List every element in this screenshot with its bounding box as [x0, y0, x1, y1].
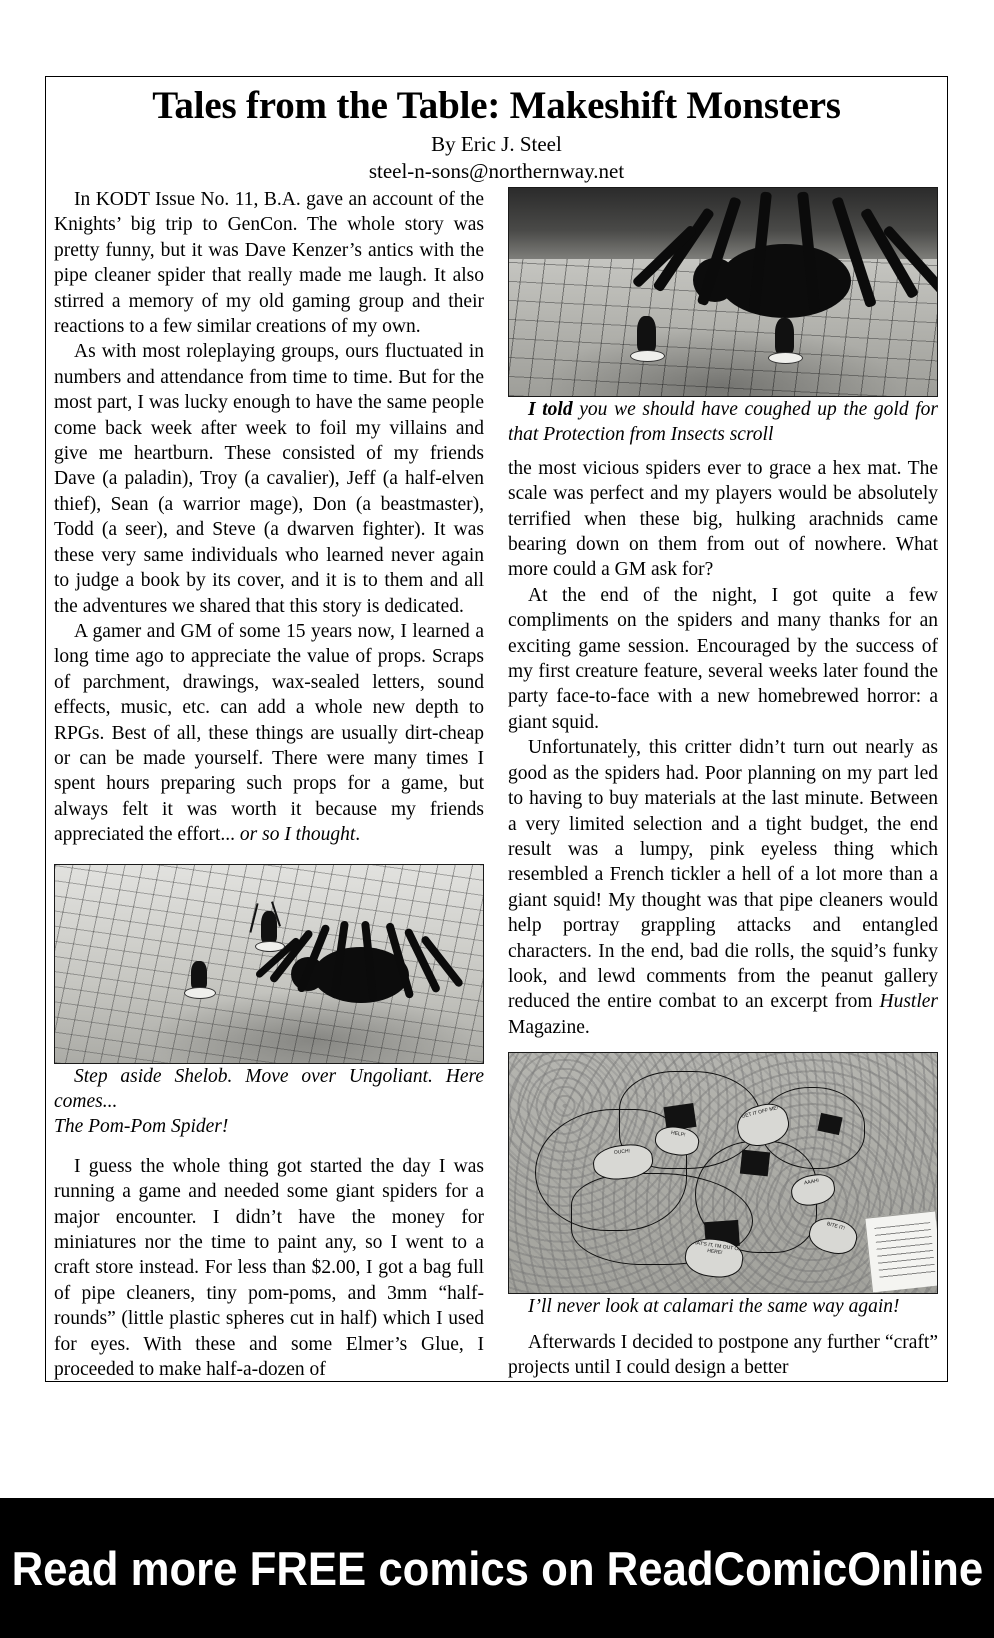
speech-note: AAAH!	[789, 1172, 838, 1209]
paragraph-text-tail: .	[355, 824, 361, 846]
author-email: steel-n-sons@northernway.net	[368, 159, 625, 183]
paragraph: Afterwards I decided to postpone any further “craft” projects until I could design a better	[508, 1331, 938, 1378]
speech-note: THAT'S IT, I'M OUT OF HERE!	[683, 1235, 746, 1281]
paragraph: In KODT Issue No. 11, B.A. gave an account of the Knights’ big trip to GenCon. The whole story was pretty funny, but it was Dave Kenzer’s antics with the pipe cleaner spider that really made me laugh. It also stirred a memory of my old gaming group and their reactions to a few similar creations of my own.	[54, 189, 484, 338]
banner-label: Read more FREE comics on ReadComicOnline	[11, 1541, 983, 1595]
figure-caption	[54, 1064, 484, 1140]
masthead	[46, 77, 947, 185]
pom-pom-spider-photo	[54, 864, 484, 1064]
paragraph: As with most roleplaying groups, ours fluctuated in numbers and attendance from time to time. But for the most part, I was lucky enough to have the same people come back week after week to foil my villains and give me heartburn. These consisted of my friends Dave (a paladin), Troy (a cavalier), Jeff (a half-elven thief), Sean (a warrior mage), Don (a beastmaster), Todd (a seer), and Steve (a dwarven fighter). It was these very same individuals who learned never again to judge a book by its cover, and it is to them and all the adventures we shared that this story is dedicated.	[54, 341, 484, 617]
paragraph-text: Unfortunately, this critter didn’t turn out nearly as good as the spiders had. Poor planning on my part led to having to buy materials at the last minute. Between a very limited selection and a tight budget, the end result was a lumpy, pink eyeless thing which resembled a French tickler a hell of a lot more than a giant squid! My thought was that pipe cleaners would help portray grappling attacks and entangled characters. In the end, bad die rolls, the squid’s funky look, and lewd comments from the peanut gallery reduced the entire combat to an excerpt from	[508, 737, 938, 1013]
paragraph: I guess the whole thing got started the day I was running a game and needed some giant spiders for a major encounter. I didn’t have the money for miniatures nor the time to paint any, so I went to a craft store instead. For less than $2.00, I got a bag full of pipe cleaners, tiny pom-poms, and 3mm “half-rounds” (little plastic spheres cut in half) which I used for eyes. With these and some Elmer’s Glue, I proceeded to make half-a-dozen of	[54, 1155, 484, 1381]
paragraph-emphasis: or so I thought	[239, 824, 356, 846]
paragraph-emphasis: Hustler	[879, 991, 938, 1013]
giant-squid-drawing-photo	[508, 1052, 938, 1294]
figure-caption: I’ll never look at calamari the same way again!	[528, 1296, 900, 1318]
miniature-figure	[765, 314, 805, 368]
right-column	[508, 187, 938, 1380]
caption-lead-in: I told	[528, 399, 573, 420]
paragraph-text-tail: Magazine.	[508, 1016, 590, 1038]
byline: By Eric J. Steel	[431, 132, 562, 156]
page-title: Tales from the Table: Makeshift Monsters	[152, 84, 841, 127]
spider-on-hex-mat-photo	[508, 187, 938, 397]
paragraph: At the end of the night, I got quite a few compliments on the spiders and many thanks for an exciting game session. Encouraged by the success of my first creature feature, several weeks later found the party face-to-face with a new homebrewed horror: a giant squid.	[508, 584, 938, 733]
dark-card	[740, 1150, 770, 1177]
caption-line-2: The Pom-Pom Spider!	[54, 1116, 229, 1138]
speech-note: BITE IT!	[805, 1213, 861, 1259]
paper-sheet	[864, 1211, 938, 1293]
paragraph	[508, 735, 938, 1040]
paragraph-text: A gamer and GM of some 15 years now, I learned a long time ago to appreciate the value of props. Scraps of parchment, drawings, wax-sealed letters, sound effects, music, etc. can add a whole new depth to RPGs. Best of all, these things are usually dirt-cheap or can be made yourself. There were many times I spent hours preparing such props for a game, but always felt it was worth it because my friends appreciated the effort...	[54, 620, 484, 846]
miniature-figure	[627, 312, 667, 366]
paragraph: the most vicious spiders ever to grace a hex mat. The scale was perfect and my players would be absolutely terrified when these big, hulking arachnids came bearing down on them from out of nowhere. What more could a GM ask for?	[508, 457, 938, 581]
speech-note: HELP!	[653, 1124, 701, 1159]
read-comic-online-banner[interactable]	[0, 1498, 994, 1638]
article-frame	[45, 76, 948, 1382]
figure-caption	[508, 397, 938, 448]
miniature-figure	[251, 903, 289, 957]
caption-rest: you we should have coughed up the gold for that Protection from Insects scroll	[508, 399, 938, 446]
paragraph	[54, 619, 484, 848]
speech-note: GET IT OFF ME!	[733, 1099, 793, 1150]
caption-line-1: Step aside Shelob. Move over Ungoliant. Here comes...	[54, 1065, 484, 1112]
article-columns	[46, 187, 946, 1381]
left-column	[54, 187, 484, 1382]
speech-note: OUCH!	[591, 1142, 654, 1182]
miniature-figure	[183, 957, 217, 1003]
